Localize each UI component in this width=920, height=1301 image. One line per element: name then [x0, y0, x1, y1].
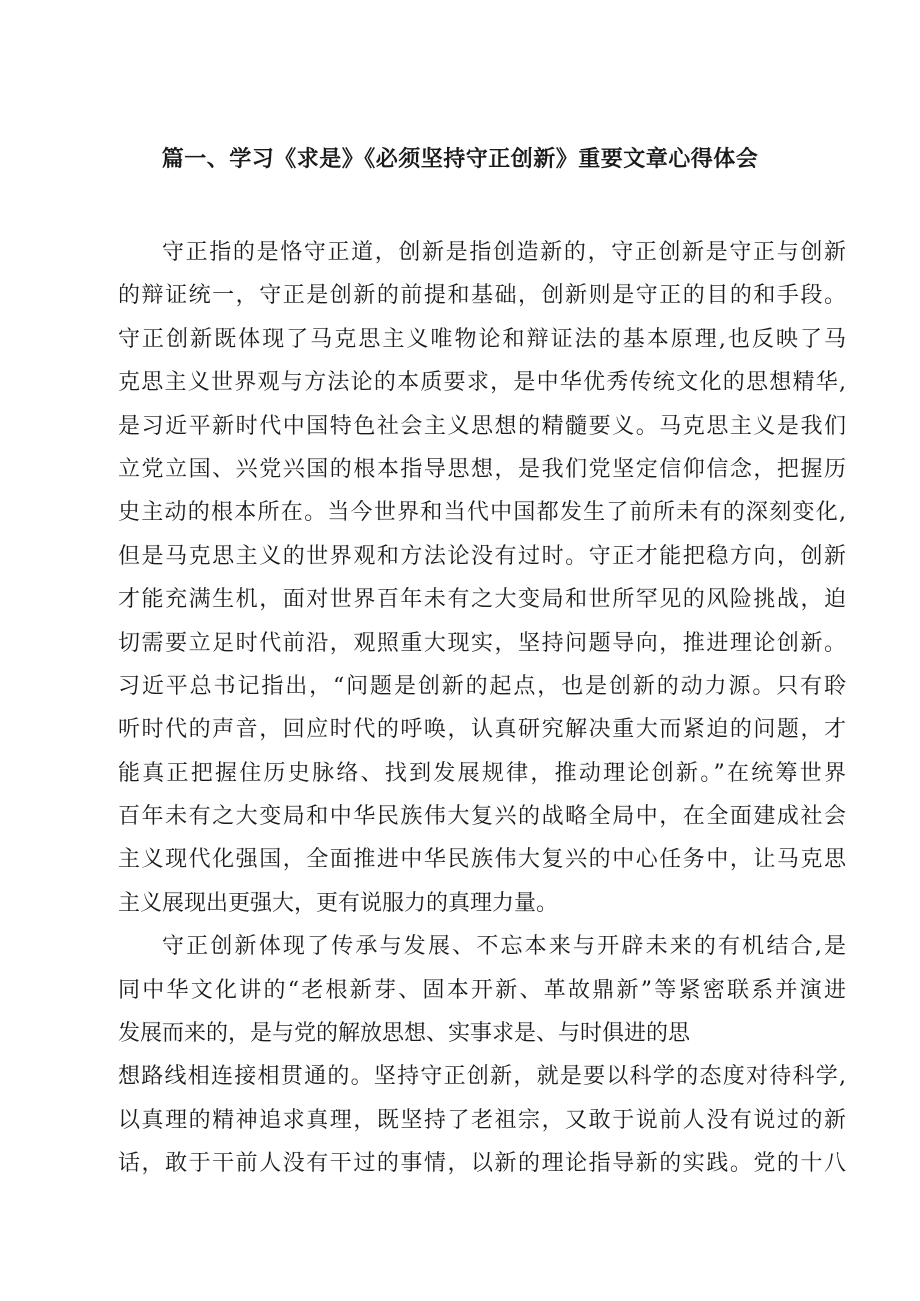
text-line: 但是马克思主义的世界观和方法论没有过时。守正才能把稳方向，创新 — [118, 543, 846, 569]
text-line: 以真理的精神追求真理，既坚持了老祖宗，又敢于说前人没有说过的新 — [118, 1107, 846, 1133]
text-line: 是习近平新时代中国特色社会主义思想的精髓要义。马克思主义是我们 — [118, 413, 846, 439]
document-title: 篇一、学习《求是》《必须坚持守正创新》重要文章心得体会 — [161, 147, 759, 172]
text-line: 守正创新体现了传承与发展、不忘本来与开辟未来的有机结合,是 — [162, 934, 846, 960]
text-line: 史主动的根本所在。当今世界和当代中国都发生了前所未有的深刻变化, — [118, 500, 846, 526]
paragraph-2 — [118, 925, 846, 1185]
document-body — [118, 231, 846, 1186]
text-line: 守正创新既体现了马克思主义唯物论和辩证法的基本原理,也反映了马 — [118, 326, 846, 352]
text-line: 克思主义世界观与方法论的本质要求，是中华优秀传统文化的思想精华, — [118, 370, 846, 396]
text-line: 才能充满生机，面对世界百年未有之大变局和世所罕见的风险挑战，迫 — [118, 587, 846, 613]
text-line: 立党立国、兴党兴国的根本指导思想，是我们党坚定信仰信念，把握历 — [118, 456, 846, 482]
text-line: 主义现代化强国，全面推进中华民族伟大复兴的中心任务中，让马克思 — [118, 847, 846, 873]
text-line: 切需要立足时代前沿，观照重大现实，坚持问题导向，推进理论创新。 — [118, 630, 846, 656]
text-line: 守正指的是恪守正道，创新是指创造新的，守正创新是守正与创新 — [162, 240, 846, 265]
text-line: 话，敢于干前人没有干过的事情，以新的理论指导新的实践。党的十八 — [118, 1151, 846, 1177]
text-line: 主义展现出更强大，更有说服力的真理力量。 — [118, 890, 559, 916]
text-line: 发展而来的，是与党的解放思想、实事求是、与时俱进的思 — [118, 1021, 691, 1047]
text-line: 听时代的声音，回应时代的呼唤，认真研究解决重大而紧迫的问题，才 — [118, 717, 846, 743]
text-line: 百年未有之大变局和中华民族伟大复兴的战略全局中，在全面建成社会 — [118, 804, 846, 830]
text-line: 能真正把握住历史脉络、找到发展规律，推动理论创新。”在统筹世界 — [118, 760, 846, 786]
text-line: 想路线相连接相贯通的。坚持守正创新，就是要以科学的态度对待科学, — [118, 1064, 846, 1090]
paragraph-1 — [118, 231, 846, 925]
text-line: 同中华文化讲的“老根新芽、固本开新、革故鼎新”等紧密联系并演进 — [118, 977, 846, 1003]
text-line: 的辩证统一，守正是创新的前提和基础，创新则是守正的目的和手段。 — [118, 283, 846, 309]
text-line: 习近平总书记指出，“问题是创新的起点，也是创新的动力源。只有聆 — [118, 673, 846, 699]
